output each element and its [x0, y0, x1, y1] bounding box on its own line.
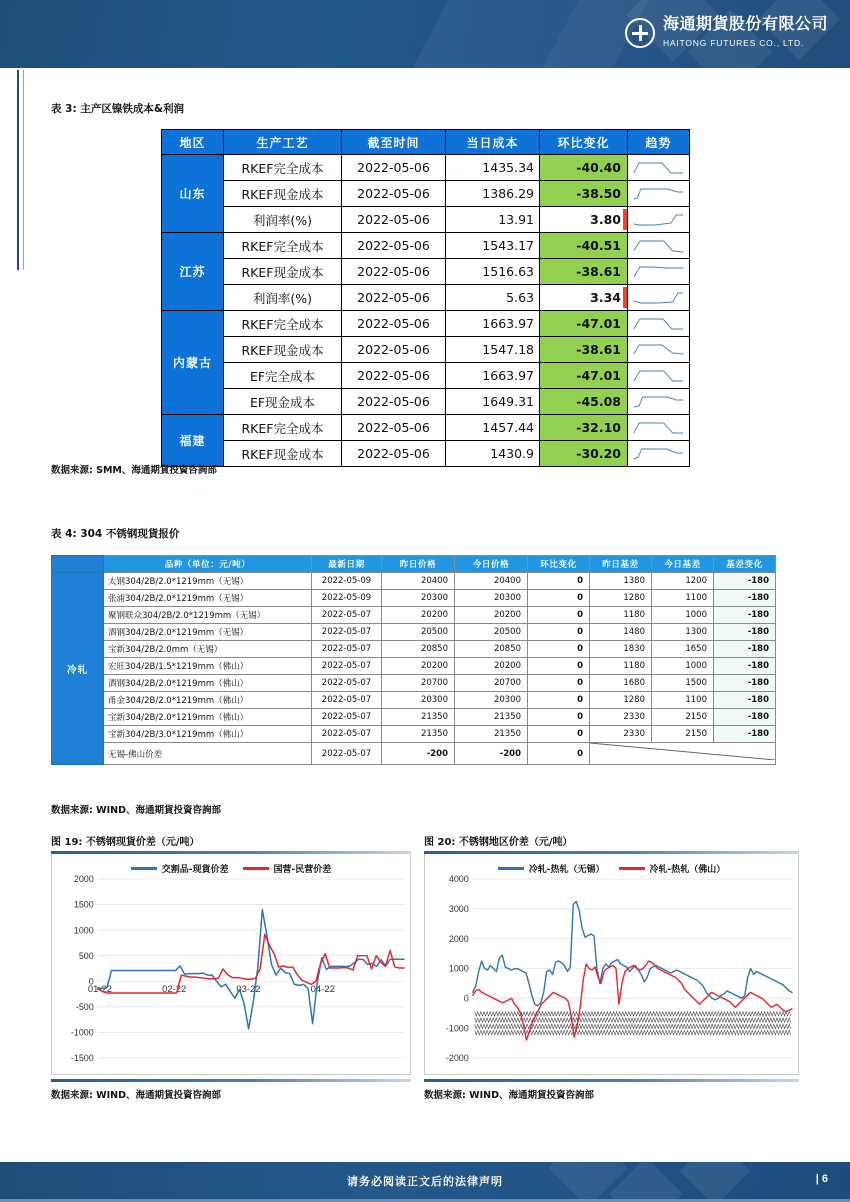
table3-cost-cell: 1386.29 [446, 181, 540, 207]
table4-col-change: 环比变化 [528, 556, 590, 573]
table4-basis-change-cell: -180 [714, 624, 776, 641]
table4-today-basis-cell: 2150 [652, 726, 714, 743]
table3-source: 数据来源: SMM、海通期貨投資咨詢部 [51, 465, 217, 476]
table4-change-cell: 0 [528, 624, 590, 641]
table3-region-cell: 江苏 [162, 233, 224, 311]
table4-prev-basis-cell: 2330 [590, 726, 652, 743]
table3-process-cell: RKEF现金成本 [224, 181, 342, 207]
table4-prev-price-cell: 20500 [382, 624, 455, 641]
x-axis-tick-label: 01-22 [87, 984, 112, 996]
table3-change-cell: -40.40 [540, 155, 628, 181]
table3-date-cell: 2022-05-06 [342, 233, 446, 259]
series-line-0 [98, 910, 404, 1029]
footer-disclaimer: 请务必阅读正文后的法律声明 [347, 1175, 503, 1188]
table-row [52, 692, 776, 709]
table4-prev-basis-cell: 1680 [590, 675, 652, 692]
table4-date-cell: 2022-05-07 [312, 726, 382, 743]
table3-header-row [162, 130, 690, 155]
table4-today-price-cell: 20500 [455, 624, 528, 641]
table4-today-price-cell: 21350 [455, 726, 528, 743]
table4-product-cell: 甬金304/2B/2.0*1219mm（佛山） [104, 692, 312, 709]
series-line-0 [473, 901, 792, 1005]
table4-change-cell: 0 [528, 743, 590, 765]
table3-process-cell: RKEF完全成本 [224, 311, 342, 337]
table4-product-cell: 张浦304/2B/2.0*1219mm（无锡） [104, 590, 312, 607]
table-row [162, 389, 690, 415]
table4-today-price-cell: -200 [455, 743, 528, 765]
table4-basis-change-cell: -180 [714, 607, 776, 624]
table3-date-cell: 2022-05-06 [342, 155, 446, 181]
table-row [162, 311, 690, 337]
table3-change-cell: 3.80 [540, 207, 628, 233]
y-axis-tick-label: -500 [75, 1002, 94, 1013]
table3-cost-cell: 1663.97 [446, 311, 540, 337]
haitong-emblem-icon [625, 18, 655, 48]
table4-basis-change-cell: -180 [714, 658, 776, 675]
left-margin-rule [17, 70, 19, 270]
table4-prev-price-cell: 20700 [382, 675, 455, 692]
table3-change-cell: 3.34 [540, 285, 628, 311]
table3-trend-cell [628, 441, 690, 467]
stainless-spot-price-table [51, 555, 776, 765]
y-axis-tick-label: 1000 [73, 925, 94, 936]
y-axis-tick-label: 2000 [73, 875, 94, 885]
table-row [162, 259, 690, 285]
table4-col-group [52, 556, 104, 573]
nickel-cost-profit-table [161, 129, 690, 467]
table4-group-label: 冷轧 [52, 573, 104, 765]
chart20-legend-item-1 [619, 862, 726, 875]
table3-change-cell: -47.01 [540, 363, 628, 389]
table4-change-cell: 0 [528, 726, 590, 743]
company-name-cn: 海通期貨股份有限公司 [662, 14, 828, 33]
chart20-source: 数据来源: WIND、海通期貨投資咨詢部 [424, 1089, 594, 1101]
table4-date-cell: 2022-05-07 [312, 709, 382, 726]
table4-col-today-price: 今日价格 [455, 556, 528, 573]
table3-change-cell: -38.61 [540, 337, 628, 363]
table3-col-cost: 当日成本 [446, 130, 540, 155]
trend-sparkline-icon [632, 418, 685, 438]
trend-sparkline-icon [632, 184, 685, 204]
table3-process-cell: 利润率(%) [224, 207, 342, 233]
table4-change-cell: 0 [528, 590, 590, 607]
table4-date-cell: 2022-05-09 [312, 573, 382, 590]
table3-date-cell: 2022-05-06 [342, 415, 446, 441]
trend-sparkline-icon [632, 158, 685, 178]
table4-date-cell: 2022-05-07 [312, 607, 382, 624]
table-row [52, 624, 776, 641]
table3-change-cell: -45.08 [540, 389, 628, 415]
table4-basis-change-cell: -180 [714, 709, 776, 726]
table4-product-cell: 无锡-佛山价差 [104, 743, 312, 765]
table4-prev-price-cell: 20400 [382, 573, 455, 590]
table-row [162, 415, 690, 441]
table4-product-cell: 太钢304/2B/2.0*1219mm（无锡） [104, 573, 312, 590]
table4-today-basis-cell: 1100 [652, 590, 714, 607]
y-axis-tick-label: 1000 [448, 963, 469, 974]
chart19-title: 图 19: 不锈钢现貨价差（元/吨） [51, 837, 200, 848]
table4-basis-change-cell: -180 [714, 726, 776, 743]
table4-col-prev-price: 昨日价格 [382, 556, 455, 573]
y-axis-tick-label: -1000 [445, 1023, 469, 1034]
y-axis-tick-label: 500 [78, 950, 94, 961]
table3-process-cell: RKEF现金成本 [224, 441, 342, 467]
table4-col-date: 最新日期 [312, 556, 382, 573]
table4-prev-price-cell: 20850 [382, 641, 455, 658]
table3-process-cell: RKEF完全成本 [224, 155, 342, 181]
table3-change-cell: -38.61 [540, 259, 628, 285]
table4-change-cell: 0 [528, 573, 590, 590]
chart19-panel [51, 833, 411, 1101]
table4-today-price-cell: 20850 [455, 641, 528, 658]
x-axis-tick-label: 04-22 [310, 984, 335, 996]
table3-date-cell: 2022-05-06 [342, 259, 446, 285]
table4-prev-price-cell: -200 [382, 743, 455, 765]
x-axis-tick-label: 02-22 [162, 984, 187, 996]
table4-today-basis-cell: 2150 [652, 709, 714, 726]
table4-change-cell: 0 [528, 658, 590, 675]
table3-region-cell: 内蒙古 [162, 311, 224, 415]
trend-sparkline-icon [632, 236, 685, 256]
chart20-legend-swatch-0 [498, 867, 524, 870]
table3-date-cell: 2022-05-06 [342, 181, 446, 207]
table3-col-trend: 趋势 [628, 130, 690, 155]
table4-prev-basis-cell: 1830 [590, 641, 652, 658]
y-axis-tick-label: -1000 [70, 1027, 94, 1038]
table-row [52, 607, 776, 624]
page-footer [0, 1162, 850, 1202]
chart19-legend-swatch-1 [243, 867, 269, 870]
chart19-source: 数据来源: WIND、海通期貨投資咨詢部 [51, 1089, 221, 1101]
table4-today-basis-cell: 1100 [652, 692, 714, 709]
table4-prev-basis-cell: 1380 [590, 573, 652, 590]
table-row [162, 285, 690, 311]
chart20-legend-swatch-1 [619, 867, 645, 870]
table4-date-cell: 2022-05-07 [312, 641, 382, 658]
table3-process-cell: RKEF现金成本 [224, 259, 342, 285]
y-axis-tick-label: 3000 [448, 903, 469, 914]
y-axis-tick-label: 0 [88, 976, 94, 987]
table4-today-price-cell: 20200 [455, 658, 528, 675]
trend-sparkline-icon [632, 392, 685, 412]
table4-prev-price-cell: 20300 [382, 692, 455, 709]
chart20-source-rule [424, 1079, 799, 1082]
trend-sparkline-icon [632, 340, 685, 360]
chart19-legend-label-0: 交割品-现貨价差 [161, 865, 229, 875]
table4-date-cell: 2022-05-07 [312, 675, 382, 692]
table3-date-cell: 2022-05-06 [342, 207, 446, 233]
table3-date-cell: 2022-05-06 [342, 389, 446, 415]
table4-basis-change-cell: -180 [714, 590, 776, 607]
table4-today-basis-cell: 1200 [652, 573, 714, 590]
table4-today-price-cell: 20400 [455, 573, 528, 590]
table3-date-cell: 2022-05-06 [342, 311, 446, 337]
table4-change-cell: 0 [528, 675, 590, 692]
table3-date-cell: 2022-05-06 [342, 337, 446, 363]
table4-product-cell: 酒钢304/2B/2.0*1219mm（佛山） [104, 675, 312, 692]
table4-date-cell: 2022-05-07 [312, 743, 382, 765]
table4-prev-price-cell: 20300 [382, 590, 455, 607]
table3-trend-cell [628, 155, 690, 181]
x-axis-tick-label: 03-22 [236, 984, 261, 996]
table4-basis-change-cell: -180 [714, 573, 776, 590]
chart20-legend-label-0: 冷轧-热轧（无锡） [528, 865, 605, 875]
chart20-legend-label-1: 冷轧-热轧（佛山） [649, 865, 726, 875]
company-name-en: HAITONG FUTURES CO., LTD. [662, 37, 805, 48]
x-axis-dense-labels [475, 1030, 791, 1034]
chart19-source-rule [51, 1079, 411, 1082]
table-row [52, 709, 776, 726]
table4-product-cell: 宝新304/2B/2.0mm（无锡） [104, 641, 312, 658]
table4-product-cell: 宏旺304/2B/1.5*1219mm（佛山） [104, 658, 312, 675]
table4-basis-change-cell: -180 [714, 692, 776, 709]
table4-today-basis-cell: 1300 [652, 624, 714, 641]
table4-change-cell: 0 [528, 607, 590, 624]
table4-prev-price-cell: 20200 [382, 658, 455, 675]
table4-date-cell: 2022-05-07 [312, 624, 382, 641]
table4-today-basis-cell: 1000 [652, 658, 714, 675]
table4-product-cell: 聚钢联众304/2B/2.0*1219mm（无锡） [104, 607, 312, 624]
table3-trend-cell [628, 337, 690, 363]
table3-trend-cell [628, 415, 690, 441]
trend-sparkline-icon [632, 288, 685, 308]
table3-col-date: 截至时间 [342, 130, 446, 155]
table3-process-cell: EF完全成本 [224, 363, 342, 389]
table-row [52, 658, 776, 675]
table3-change-cell: -32.10 [540, 415, 628, 441]
table3-date-cell: 2022-05-06 [342, 441, 446, 467]
table3-process-cell: RKEF完全成本 [224, 415, 342, 441]
table3-cost-cell: 13.91 [446, 207, 540, 233]
table3-change-cell: -40.51 [540, 233, 628, 259]
table-row [52, 590, 776, 607]
page-header [0, 0, 850, 68]
table3-col-process: 生产工艺 [224, 130, 342, 155]
table-row [52, 726, 776, 743]
y-axis-tick-label: 1500 [73, 899, 94, 910]
table4-date-cell: 2022-05-09 [312, 590, 382, 607]
table-row [162, 233, 690, 259]
table4-prev-price-cell: 20200 [382, 607, 455, 624]
table-row [52, 743, 776, 765]
table4-today-basis-cell: 1000 [652, 607, 714, 624]
table3-col-change: 环比变化 [540, 130, 628, 155]
table3-cost-cell: 1435.34 [446, 155, 540, 181]
table4-prev-price-cell: 21350 [382, 726, 455, 743]
table3-change-cell: -38.50 [540, 181, 628, 207]
chart20-legend [425, 854, 798, 875]
table-row [162, 441, 690, 467]
table4-prev-basis-cell: 1180 [590, 658, 652, 675]
table3-trend-cell [628, 311, 690, 337]
table3-region-cell: 福建 [162, 415, 224, 467]
table3-cost-cell: 1457.44 [446, 415, 540, 441]
table3-process-cell: RKEF现金成本 [224, 337, 342, 363]
table4-change-cell: 0 [528, 692, 590, 709]
strikethrough-icon [590, 743, 775, 760]
table3-process-cell: RKEF完全成本 [224, 233, 342, 259]
table3-process-cell: EF现金成本 [224, 389, 342, 415]
chart19-legend-item-1 [243, 862, 332, 875]
table-row [162, 363, 690, 389]
table3-trend-cell [628, 207, 690, 233]
table3-date-cell: 2022-05-06 [342, 285, 446, 311]
trend-sparkline-icon [632, 262, 685, 282]
table4-col-today-basis: 今日基差 [652, 556, 714, 573]
table-row [52, 675, 776, 692]
table4-product-cell: 宝新304/2B/2.0*1219mm（佛山） [104, 709, 312, 726]
trend-sparkline-icon [632, 210, 685, 230]
table4-product-cell: 酒钢304/2B/2.0*1219mm（无锡） [104, 624, 312, 641]
trend-sparkline-icon [632, 314, 685, 334]
table4-col-prev-basis: 昨日基差 [590, 556, 652, 573]
chart19-plot-box [51, 854, 411, 1075]
table3-cost-cell: 1649.31 [446, 389, 540, 415]
table-row [162, 155, 690, 181]
chart19-legend-item-0 [131, 862, 229, 875]
table-row [52, 641, 776, 658]
y-axis-tick-label: 0 [463, 993, 469, 1004]
table4-header-row [52, 556, 776, 573]
y-axis-tick-label: -2000 [445, 1053, 469, 1064]
table4-col-product: 品种（单位：元/吨） [104, 556, 312, 573]
table4-prev-basis-cell: 1280 [590, 590, 652, 607]
table4-caption: 表 4: 304 不锈钢现貨报价 [51, 528, 180, 540]
table4-prev-price-cell: 21350 [382, 709, 455, 726]
table4-empty-basis-cell [590, 743, 776, 765]
table3-region-cell: 山东 [162, 155, 224, 233]
negative-indicator-bar [623, 209, 627, 230]
left-margin-rule-secondary [23, 70, 24, 270]
table3-cost-cell: 1547.18 [446, 337, 540, 363]
table3-caption: 表 3: 主产区镍铁成本&利润 [51, 103, 184, 115]
x-axis-dense-labels [475, 1012, 791, 1016]
table4-change-cell: 0 [528, 641, 590, 658]
y-axis-tick-label: 4000 [448, 875, 469, 885]
table3-col-region: 地区 [162, 130, 224, 155]
trend-sparkline-icon [632, 366, 685, 386]
y-axis-tick-label: 2000 [448, 933, 469, 944]
table-row [162, 207, 690, 233]
table3-container [161, 129, 690, 467]
table4-col-basis-change: 基差变化 [714, 556, 776, 573]
table3-date-cell: 2022-05-06 [342, 363, 446, 389]
y-axis-tick-label: -1500 [70, 1053, 94, 1064]
trend-sparkline-icon [632, 444, 685, 464]
table3-cost-cell: 1543.17 [446, 233, 540, 259]
table4-change-cell: 0 [528, 709, 590, 726]
table4-date-cell: 2022-05-07 [312, 658, 382, 675]
table4-today-basis-cell: 1650 [652, 641, 714, 658]
table4-today-price-cell: 20300 [455, 590, 528, 607]
table4-today-basis-cell: 1500 [652, 675, 714, 692]
table4-prev-basis-cell: 1280 [590, 692, 652, 709]
chart19-legend-swatch-0 [131, 867, 157, 870]
table4-date-cell: 2022-05-07 [312, 692, 382, 709]
table-row [162, 337, 690, 363]
table4-today-price-cell: 20300 [455, 692, 528, 709]
table3-cost-cell: 1430.9 [446, 441, 540, 467]
table4-prev-basis-cell: 1180 [590, 607, 652, 624]
table4-basis-change-cell: -180 [714, 675, 776, 692]
table3-change-cell: -47.01 [540, 311, 628, 337]
table3-trend-cell [628, 285, 690, 311]
table3-trend-cell [628, 259, 690, 285]
table3-trend-cell [628, 389, 690, 415]
table3-cost-cell: 1663.97 [446, 363, 540, 389]
chart20-panel [424, 833, 799, 1101]
chart20-title: 图 20: 不锈钢地区价差（元/吨） [424, 837, 573, 848]
chart19-svg [52, 875, 410, 1074]
chart20-svg [425, 875, 798, 1074]
table-row [162, 181, 690, 207]
table3-trend-cell [628, 363, 690, 389]
table4-container [51, 555, 776, 765]
table4-product-cell: 宝新304/2B/3.0*1219mm（佛山） [104, 726, 312, 743]
chart20-plot-box [424, 854, 799, 1075]
table3-cost-cell: 1516.63 [446, 259, 540, 285]
footer-page-number: | 6 [815, 1173, 828, 1185]
table3-trend-cell [628, 181, 690, 207]
chart19-legend-label-1: 国营-民营价差 [273, 865, 332, 875]
table4-source: 数据来源: WIND、海通期貨投資咨詢部 [51, 805, 221, 816]
table4-basis-change-cell: -180 [714, 641, 776, 658]
negative-indicator-bar [623, 287, 627, 308]
table4-prev-basis-cell: 1480 [590, 624, 652, 641]
chart19-legend [52, 854, 410, 875]
chart20-legend-item-0 [498, 862, 605, 875]
table4-today-price-cell: 20200 [455, 607, 528, 624]
table4-today-price-cell: 21350 [455, 709, 528, 726]
table-row [52, 573, 776, 590]
table3-process-cell: 利润率(%) [224, 285, 342, 311]
table3-change-cell: -30.20 [540, 441, 628, 467]
table4-today-price-cell: 20700 [455, 675, 528, 692]
table3-cost-cell: 5.63 [446, 285, 540, 311]
company-logo [625, 16, 828, 50]
table3-trend-cell [628, 233, 690, 259]
table4-prev-basis-cell: 2330 [590, 709, 652, 726]
